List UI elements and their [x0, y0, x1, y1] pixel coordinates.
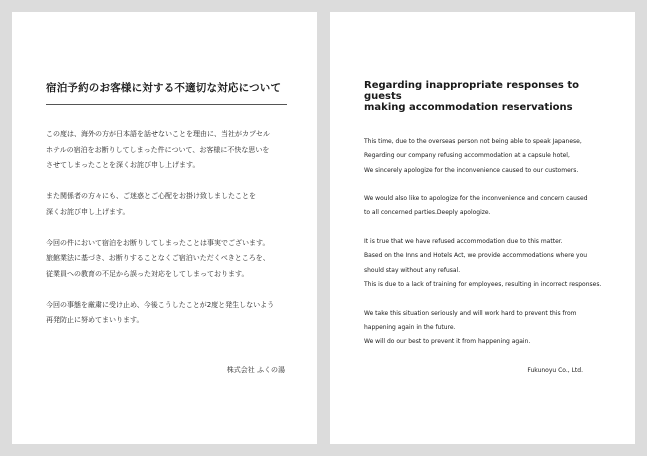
english-title: Regarding inappropriate responses to guests making accommodation reservations	[364, 80, 580, 113]
text-line: This time, due to the overseas person not being able to speak Japanese,	[364, 138, 582, 145]
text-line: 旅館業法に基づき、お断りすることなくご宿泊いただくべきところを、	[46, 254, 270, 262]
text-line: Based on the Inns and Hotels Act, we provide accommodations where you	[364, 252, 588, 260]
text-line: We take this situation seriously and will work hard to prevent this from	[364, 309, 577, 317]
text-line: It is true that we have refused accommodation due to this matter.	[364, 238, 563, 246]
text-line: We would also like to apologize for the inconvenience and concern caused	[364, 195, 588, 203]
english-paragraph-2	[364, 192, 611, 221]
japanese-paragraph-4	[46, 298, 287, 329]
japanese-paragraph-1	[46, 127, 287, 174]
text-line: また関係者の方々にも、ご迷惑とご心配をお掛け致しましたことを	[46, 192, 256, 200]
english-paragraph-4	[364, 307, 611, 350]
text-line: 今回の事態を厳粛に受け止め、今後こうしたことが2度と発生しないよう	[46, 300, 275, 309]
text-line: should stay without any refusal.	[364, 266, 461, 274]
text-line: 従業員への教育の不足から誤った対応をしてしまっております。	[46, 269, 249, 278]
english-paragraph-1	[364, 135, 611, 178]
text-line: させてしまったことを深くお詫び申し上げます。	[46, 161, 200, 169]
japanese-title: 宿泊予約のお客様に対する不適切な対応について	[46, 80, 287, 105]
english-notice-page	[330, 12, 635, 444]
text-line: We will do our best to prevent it from happening again.	[364, 338, 531, 346]
japanese-paragraph-3	[46, 236, 287, 283]
text-line: 再発防止に努めてまいります。	[46, 316, 144, 324]
text-line: We sincerely apologize for the inconvenience caused to our customers.	[364, 166, 579, 174]
japanese-signature: 株式会社 ふくの湯	[226, 366, 285, 374]
text-line: 今回の件において宿泊をお断りしてしまったことは事実でございます。	[46, 238, 270, 247]
text-line: happening again in the future.	[364, 323, 456, 331]
text-line: This is due to a lack of training for employees, resulting in incorrect responses.	[364, 280, 602, 288]
text-line: 深くお詫び申し上げます。	[46, 207, 130, 216]
text-line: to all concerned parties.Deeply apologize.	[364, 209, 491, 217]
japanese-body	[46, 127, 287, 329]
text-line: Regarding our company refusing accommodation at a capsule hotel,	[364, 152, 570, 160]
japanese-notice-page	[12, 12, 317, 444]
english-paragraph-3	[364, 235, 611, 292]
english-body	[364, 135, 611, 349]
english-signature: Fukunoyu Co., Ltd.	[527, 367, 583, 374]
text-line: この度は、海外の方が日本語を話せないことを理由に、当社がカプセル	[46, 130, 270, 138]
text-line: ホテルの宿泊をお断りしてしまった件について、お客様に不快な思いを	[46, 145, 270, 154]
japanese-paragraph-2	[46, 189, 287, 220]
